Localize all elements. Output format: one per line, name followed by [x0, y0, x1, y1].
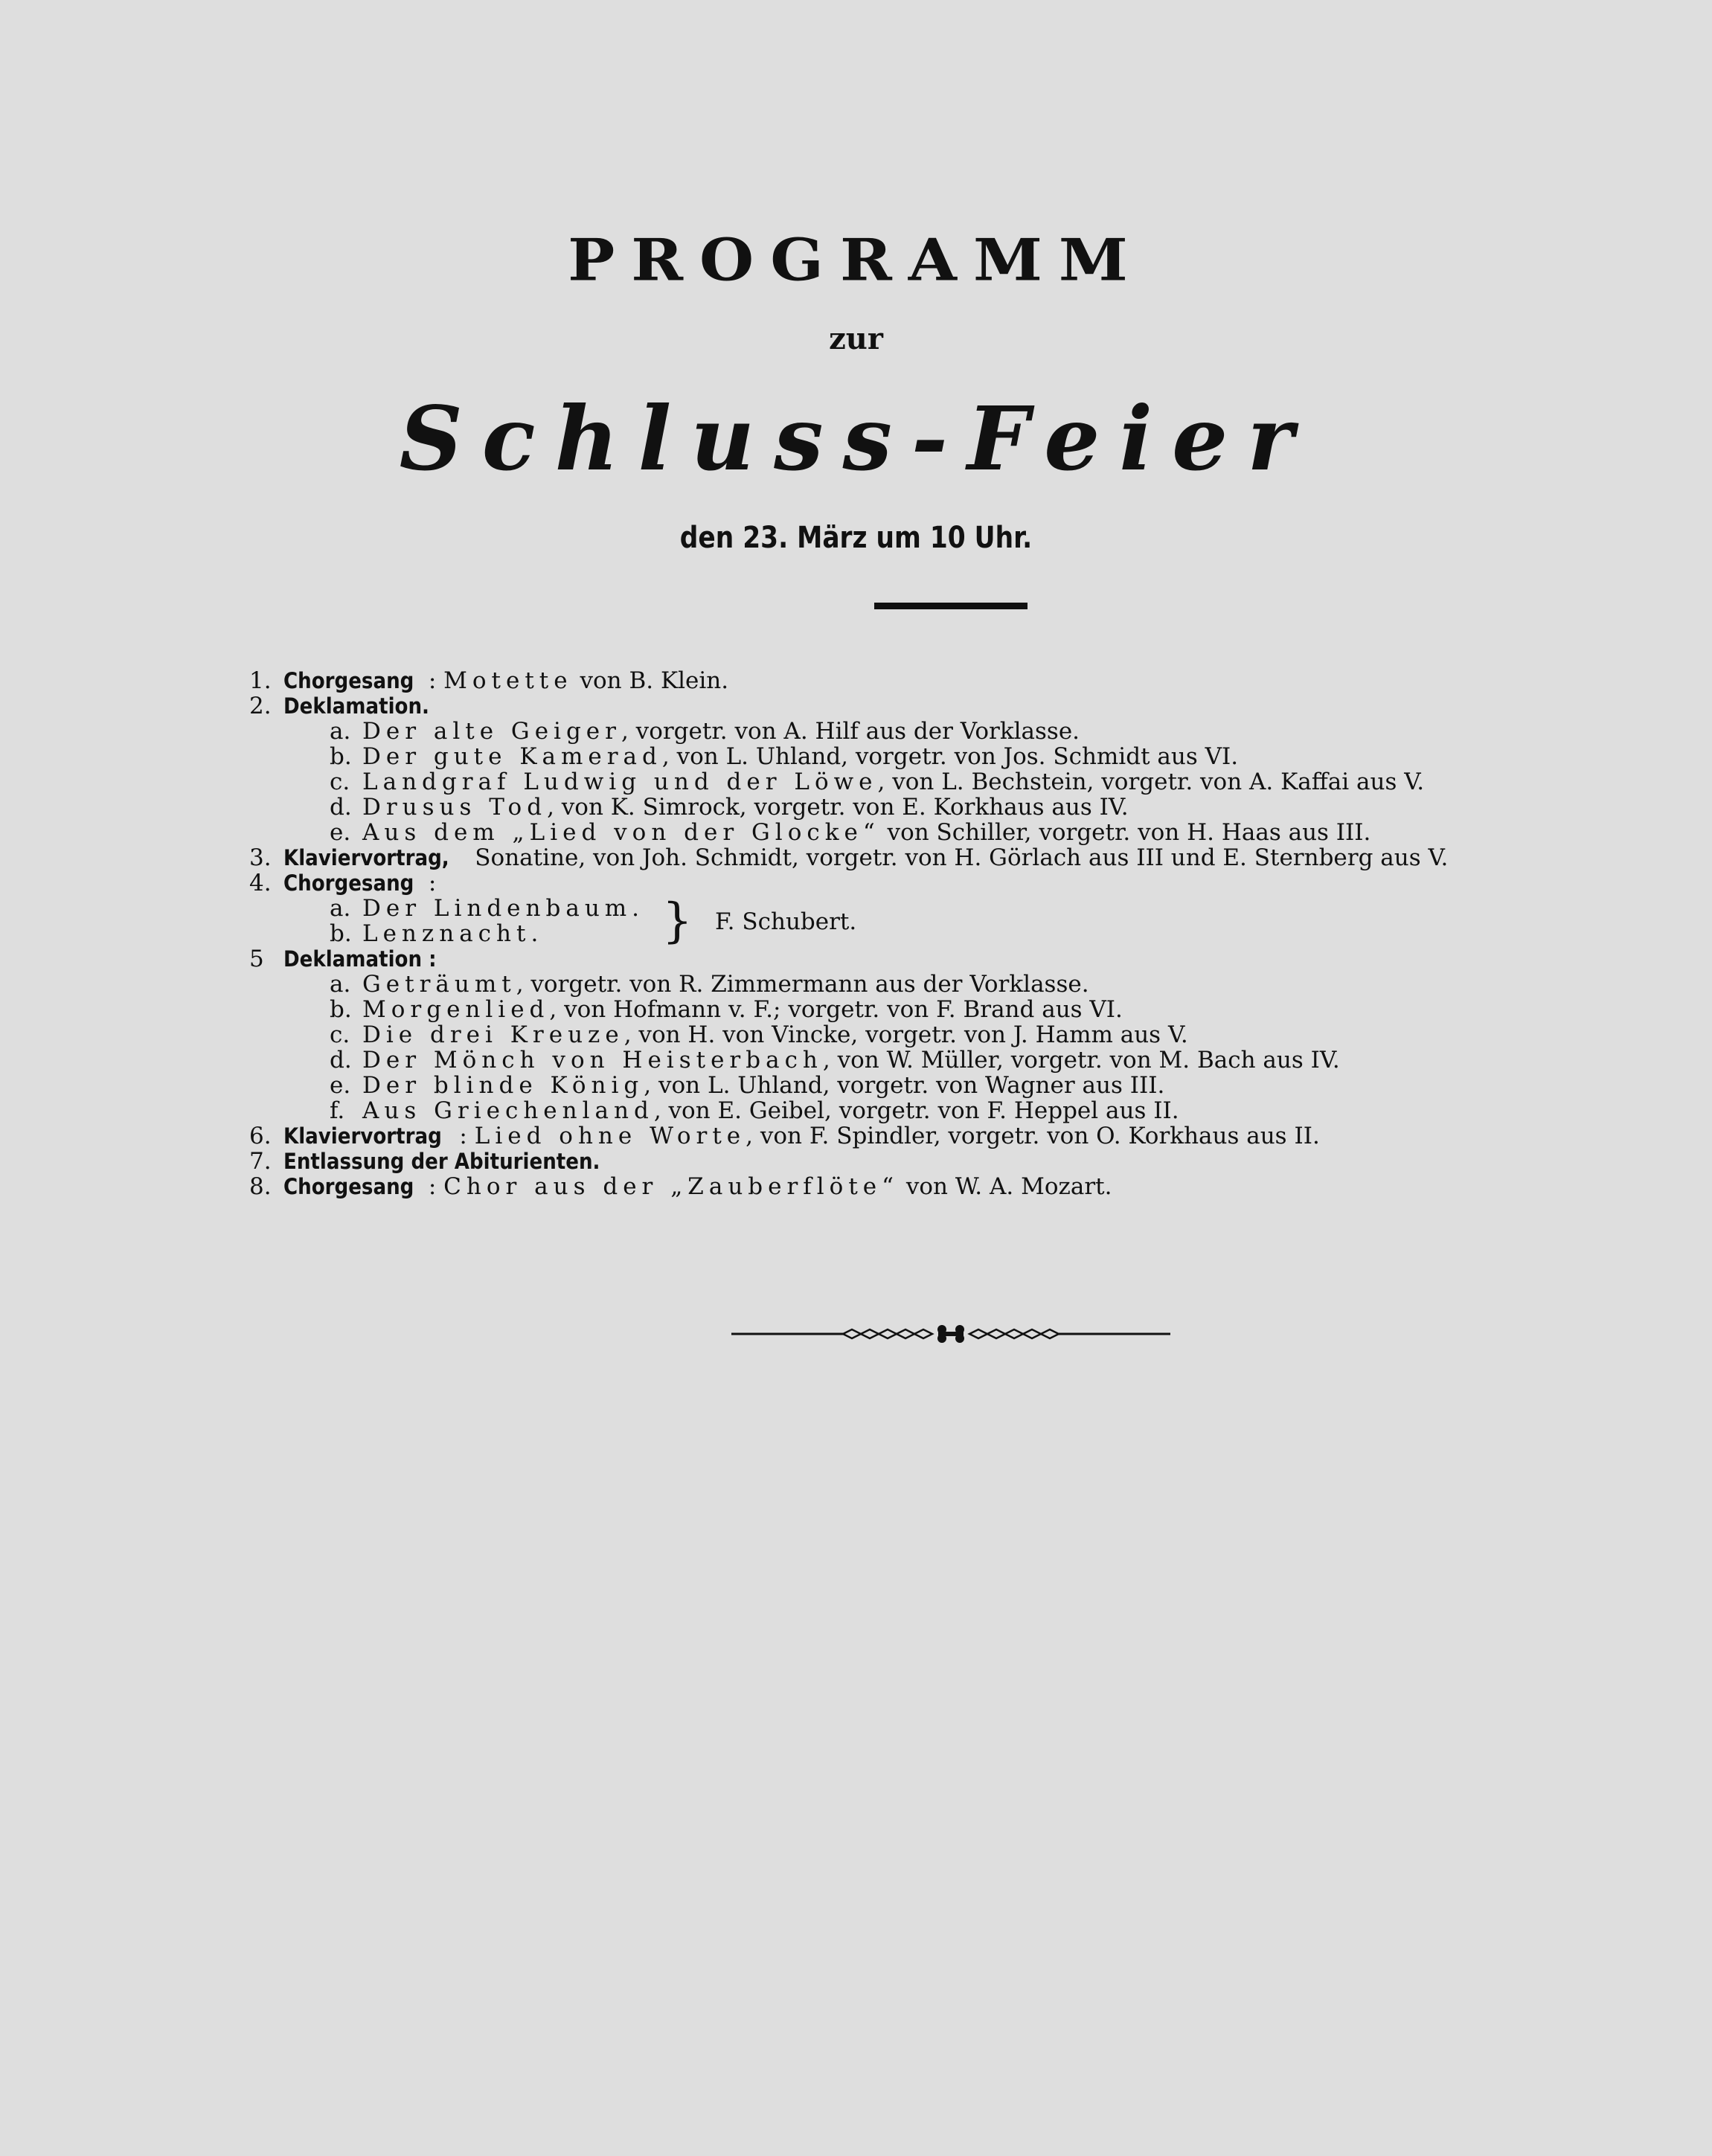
- sub-letter: d.: [330, 794, 352, 821]
- sub-detail: , vorgetr. von A. Hilf aus der Vorklasse.: [621, 718, 1080, 745]
- sub-detail: , vorgetr. von R. Zimmermann aus der Vorklasse.: [516, 971, 1089, 998]
- sub-letter: a.: [330, 718, 351, 745]
- program-item-7: [249, 1149, 1559, 1174]
- program-item-6: [249, 1123, 1559, 1149]
- program-list: [249, 668, 1559, 1199]
- item-heading: Deklamation.: [283, 693, 429, 719]
- sub-title: Drusus Tod: [362, 794, 548, 821]
- program-item-5: [249, 946, 1559, 972]
- sub-title: Lenznacht.: [362, 920, 544, 947]
- sub-detail: , von K. Simrock, vorgetr. von E. Korkhaus aus IV.: [547, 794, 1129, 821]
- sub-letter: c.: [330, 1021, 350, 1048]
- sub-item: [249, 1073, 1559, 1098]
- ornament-divider-icon: [731, 1323, 1170, 1345]
- sub-detail: , von Hofmann v. F.; vorgetr. von F. Brand aus VI.: [549, 996, 1123, 1023]
- item-detail: Sonatine, von Joh. Schmidt, vorgetr. von H. Görlach aus III und E. Sternberg aus V.: [467, 844, 1449, 871]
- sub-letter: b.: [330, 743, 352, 770]
- brace-icon: }: [662, 893, 693, 949]
- sub-letter: b.: [330, 996, 352, 1023]
- item-number: 5: [249, 946, 264, 972]
- item-number: 6.: [249, 1123, 272, 1149]
- item-separator: :: [459, 1123, 467, 1149]
- sub-detail: , von L. Bechstein, vorgetr. von A. Kaffai aus V.: [877, 769, 1425, 795]
- program-item-8: [249, 1174, 1559, 1199]
- item-heading: Chorgesang: [283, 1174, 414, 1199]
- item-heading: Deklamation :: [283, 946, 437, 972]
- sub-item: [249, 719, 1559, 744]
- subtitle-zur: zur: [829, 321, 883, 356]
- title-divider: [874, 603, 1027, 609]
- sub-letter: b.: [330, 920, 352, 947]
- sub-item: [249, 769, 1559, 795]
- sub-letter: e.: [330, 1072, 351, 1099]
- sub-letter: a.: [330, 895, 351, 922]
- item-number: 4.: [249, 870, 272, 896]
- sub-title: Landgraf Ludwig und der Löwe: [362, 769, 878, 795]
- item-number: 2.: [249, 693, 272, 719]
- sub-item: [249, 1022, 1559, 1047]
- sub-title: Geträumt: [362, 971, 516, 998]
- program-item-2: [249, 693, 1559, 719]
- sub-item: [249, 820, 1559, 845]
- program-item-3: [249, 845, 1559, 870]
- sub-title: Morgenlied: [362, 996, 550, 1023]
- item-detail: , von F. Spindler, vorgetr. von O. Korkhaus aus II.: [746, 1123, 1320, 1149]
- sub-title: Der blinde König: [362, 1072, 644, 1099]
- sub-item: [249, 1098, 1559, 1123]
- item-number: 1.: [249, 667, 272, 694]
- sub-detail: , von W. Müller, vorgetr. von M. Bach aus IV.: [822, 1047, 1340, 1074]
- sub-item-group: [249, 893, 1559, 949]
- date-line: den 23. März um 10 Uhr.: [679, 521, 1033, 555]
- sub-item: [249, 921, 1559, 946]
- sub-title: Aus dem „Lied von der Glocke“: [362, 819, 880, 846]
- sub-item: [249, 1047, 1559, 1073]
- program-item-1: [249, 668, 1559, 693]
- sub-item: [249, 795, 1559, 820]
- sub-letter: e.: [330, 819, 351, 846]
- item-title: Lied ohne Worte: [474, 1123, 746, 1149]
- item-title: Motette: [443, 667, 573, 694]
- sub-item: [249, 896, 1559, 921]
- sub-item: [249, 972, 1559, 997]
- item-separator: :: [428, 1173, 437, 1200]
- sub-item: [249, 744, 1559, 769]
- item-number: 7.: [249, 1148, 272, 1175]
- item-number: 8.: [249, 1173, 272, 1200]
- item-detail: von W. A. Mozart.: [899, 1173, 1112, 1200]
- composer: F. Schubert.: [715, 908, 857, 935]
- sub-title: Aus Griechenland: [362, 1097, 654, 1124]
- item-heading: Klaviervortrag,: [283, 845, 449, 870]
- item-heading: Klaviervortrag: [283, 1123, 442, 1149]
- item-detail: von B. Klein.: [572, 667, 729, 694]
- page-title: PROGRAMM: [568, 225, 1144, 295]
- item-separator: :: [428, 667, 437, 694]
- item-heading: Entlassung der Abiturienten.: [283, 1149, 600, 1174]
- sub-detail: von Schiller, vorgetr. von H. Haas aus III.: [879, 819, 1371, 846]
- item-heading: Chorgesang: [283, 870, 414, 896]
- sub-letter: f.: [330, 1097, 345, 1124]
- sub-letter: d.: [330, 1047, 352, 1074]
- sub-detail: , von E. Geibel, vorgetr. von F. Heppel aus II.: [653, 1097, 1179, 1124]
- sub-title: Der gute Kamerad: [362, 743, 662, 770]
- sub-title: Der Lindenbaum.: [362, 895, 645, 922]
- item-number: 3.: [249, 844, 272, 871]
- sub-title: Der alte Geiger: [362, 718, 621, 745]
- main-title: Schluss-Feier: [399, 387, 1313, 490]
- sub-item: [249, 997, 1559, 1022]
- sub-title: Der Mönch von Heisterbach: [362, 1047, 823, 1074]
- item-title: Chor aus der „Zauberflöte“: [443, 1173, 899, 1200]
- sub-letter: a.: [330, 971, 351, 998]
- sub-title: Die drei Kreuze: [362, 1021, 624, 1048]
- item-heading: Chorgesang: [283, 668, 414, 693]
- program-item-4: 4. Chorgesang :: [249, 870, 437, 896]
- sub-letter: c.: [330, 769, 350, 795]
- sub-detail: , von L. Uhland, vorgetr. von Wagner aus III.: [644, 1072, 1165, 1099]
- sub-detail: , von L. Uhland, vorgetr. von Jos. Schmidt aus VI.: [661, 743, 1239, 770]
- sub-detail: , von H. von Vincke, vorgetr. von J. Hamm aus V.: [623, 1021, 1188, 1048]
